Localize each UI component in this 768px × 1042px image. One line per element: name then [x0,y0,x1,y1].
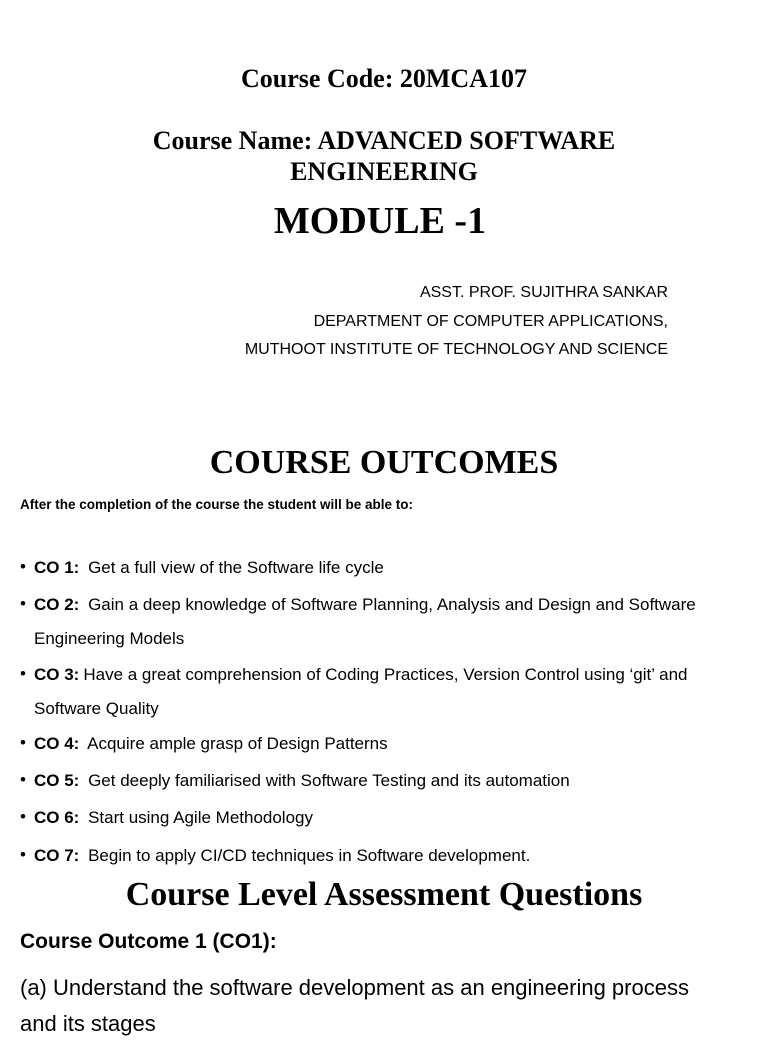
course-outcomes-intro: After the completion of the course the student will be able to: [20,497,414,512]
course-outcome-text: Gain a deep knowledge of Software Planning, Analysis and Design and Software Engineering Models [34,595,696,648]
course-outcome-item [20,658,750,726]
bullet-icon: • [20,807,26,826]
course-outcome-text: Have a great comprehension of Coding Practices, Version Control using ‘git’ and Software Quality [34,665,688,718]
course-outcome-text: Get deeply familiarised with Software Testing and its automation [88,771,570,790]
course-outcome-code: CO 5: [34,771,80,790]
course-outcome-code: CO 4: [34,734,80,753]
bullet-icon: • [20,557,26,576]
course-outcome-code: CO 3: [34,665,80,684]
course-code: Course Code: 20MCA107 [241,64,527,93]
course-outcome-text: Begin to apply CI/CD techniques in Software development. [88,846,531,865]
course-outcome-code: CO 6: [34,808,80,827]
bullet-icon: • [20,845,26,864]
course-outcomes-title: COURSE OUTCOMES [209,444,559,481]
co1-question: (a) Understand the software development as an engineering process and its stages [20,975,689,1036]
co1-heading: Course Outcome 1 (CO1): [20,930,277,953]
course-outcome-text: Acquire ample grasp of Design Patterns [87,734,388,753]
bullet-icon: • [20,594,26,613]
course-outcome-item [20,801,750,835]
course-outcome-text: Get a full view of the Software life cycle [88,558,384,577]
course-outcome-code: CO 7: [34,846,80,865]
course-outcome-item [20,551,750,585]
course-name: Course Name: ADVANCED SOFTWARE ENGINEERING [152,126,616,186]
module-title: MODULE -1 [273,200,487,242]
author-name: ASST. PROF. SUJITHRA SANKAR [419,284,668,301]
course-outcome-item [20,588,750,656]
course-outcome-item [20,839,750,873]
author-department: DEPARTMENT OF COMPUTER APPLICATIONS, [313,313,668,330]
bullet-icon: • [20,664,26,683]
course-outcome-code: CO 1: [34,558,80,577]
bullet-icon: • [20,733,26,752]
course-outcome-item [20,727,750,761]
bullet-icon: • [20,770,26,789]
course-outcome-item [20,764,750,798]
assessment-title: Course Level Assessment Questions [125,876,643,913]
course-outcome-text: Start using Agile Methodology [88,808,313,827]
author-institution: MUTHOOT INSTITUTE OF TECHNOLOGY AND SCIENCE [244,341,668,358]
course-outcome-code: CO 2: [34,595,80,614]
